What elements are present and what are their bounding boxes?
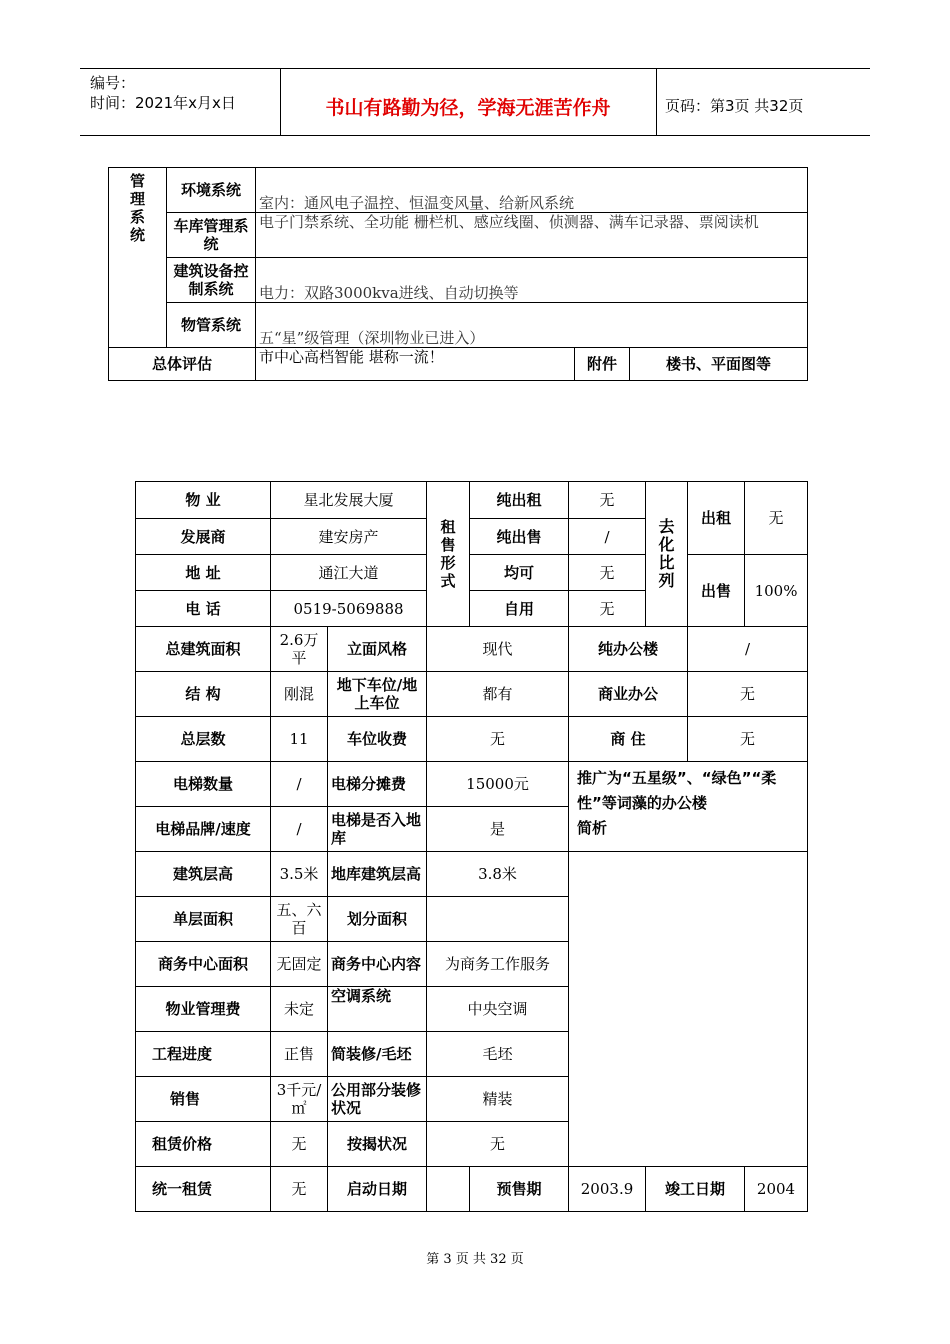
absorption-ratio-label: 去 化 比 列 xyxy=(646,482,688,627)
commercial-office-label: 商业办公 xyxy=(569,672,688,717)
elevator-count-label: 电梯数量 xyxy=(136,762,271,807)
promo-brief-label: 简析 xyxy=(577,819,608,837)
self-use-value: 无 xyxy=(569,591,646,627)
both-value: 无 xyxy=(569,555,646,591)
progress-value: 正售 xyxy=(271,1032,328,1077)
summary-label: 总体评估 xyxy=(109,348,256,381)
building-control-label: 建筑设备控制系统 xyxy=(167,258,256,303)
developer-value: 建安房产 xyxy=(271,519,427,555)
both-label: 均可 xyxy=(470,555,569,591)
header-number: 编号： xyxy=(90,74,136,92)
phone-label: 电 话 xyxy=(136,591,271,627)
basement-height-label: 地库建筑层高 xyxy=(328,852,427,897)
parking-value: 都有 xyxy=(427,672,569,717)
elevator-brand-label: 电梯品牌/速度 xyxy=(136,807,271,852)
elevator-basement-value: 是 xyxy=(427,807,569,852)
parking-fee-value: 无 xyxy=(427,717,569,762)
mgmt-group-label: 管 理 系 统 xyxy=(109,168,167,348)
floor-height-label: 建筑层高 xyxy=(136,852,271,897)
pure-sale-label: 纯出售 xyxy=(470,519,569,555)
address-label: 地 址 xyxy=(136,555,271,591)
header-divider-right xyxy=(656,68,657,135)
phone-value: 0519-5069888 xyxy=(271,591,427,627)
property-name-label: 物 业 xyxy=(136,482,271,519)
property-table xyxy=(135,481,808,1212)
public-decor-value: 精装 xyxy=(427,1077,569,1122)
biz-center-area-label: 商务中心面积 xyxy=(136,942,271,987)
facade-value: 现代 xyxy=(427,627,569,672)
promo-analysis xyxy=(569,762,808,852)
rent-ratio-label: 出租 xyxy=(688,482,745,555)
pure-sale-value: / xyxy=(569,519,646,555)
elevator-share-value: 15000元 xyxy=(427,762,569,807)
page-footer: 第 3 页 共 32 页 xyxy=(426,1252,524,1267)
garage-system-value: 电子门禁系统、全功能 栅栏机、感应线圈、侦测器、满车记录器、票阅读机 xyxy=(256,213,808,258)
elevator-share-label: 电梯分摊费 xyxy=(328,762,427,807)
header-motto: 书山有路勤为径，学海无涯苦作舟 xyxy=(325,97,611,119)
start-date-label: 启动日期 xyxy=(328,1167,427,1212)
progress-label: 工程进度 xyxy=(136,1032,271,1077)
completion-label: 竣工日期 xyxy=(646,1167,745,1212)
rent-price-value: 无 xyxy=(271,1122,328,1167)
mgmt-table xyxy=(108,167,808,381)
decoration-label: 简装修/毛坯 xyxy=(328,1032,427,1077)
elevator-basement-label: 电梯是否入地库 xyxy=(328,807,427,852)
header-top-rule xyxy=(80,68,870,69)
header-time: 时间：2021年x月x日 xyxy=(90,94,236,112)
elevator-brand-value: / xyxy=(271,807,328,852)
elevator-count-value: / xyxy=(271,762,328,807)
header-page-info: 页码：第3页 共32页 xyxy=(665,97,804,115)
commercial-office-value: 无 xyxy=(688,672,808,717)
parking-fee-label: 车位收费 xyxy=(328,717,427,762)
biz-center-content-label: 商务中心内容 xyxy=(328,942,427,987)
ac-system-label: 空调系统 xyxy=(328,987,427,1032)
summary-value: 市中心高档智能 堪称一流！ xyxy=(256,348,575,381)
rent-price-label: 租赁价格 xyxy=(136,1122,271,1167)
floor-height-value: 3.5米 xyxy=(271,852,328,897)
unified-lease-label: 统一租赁 xyxy=(136,1167,271,1212)
pure-rent-value: 无 xyxy=(569,482,646,519)
address-value: 通江大道 xyxy=(271,555,427,591)
garage-system-label: 车库管理系统 xyxy=(167,213,256,258)
developer-label: 发展商 xyxy=(136,519,271,555)
sale-ratio-value: 100% xyxy=(745,555,808,627)
pure-office-label: 纯办公楼 xyxy=(569,627,688,672)
mgmt-fee-label: 物业管理费 xyxy=(136,987,271,1032)
floor-area-label: 单层面积 xyxy=(136,897,271,942)
empty-block xyxy=(569,852,808,1167)
gfa-value: 2.6万平 xyxy=(271,627,328,672)
rent-ratio-value: 无 xyxy=(745,482,808,555)
pure-office-value: / xyxy=(688,627,808,672)
building-control-value: 电力：双路3000kva进线、自动切换等 xyxy=(256,258,808,303)
mortgage-value: 无 xyxy=(427,1122,569,1167)
header-divider-left xyxy=(280,68,281,135)
env-system-value: 室内：通风电子温控、恒温变风量、给新风系统 xyxy=(256,168,808,213)
presale-label: 预售期 xyxy=(470,1167,569,1212)
sale-ratio-label: 出售 xyxy=(688,555,745,627)
pure-rent-label: 纯出租 xyxy=(470,482,569,519)
self-use-label: 自用 xyxy=(470,591,569,627)
header-bottom-rule xyxy=(80,135,870,136)
parking-label: 地下车位/地上车位 xyxy=(328,672,427,717)
promo-text: 推广为“五星级”、“绿色”“柔性”等词藻的办公楼 xyxy=(577,769,777,812)
facade-label: 立面风格 xyxy=(328,627,427,672)
sale-price-value: 3千元/㎡ xyxy=(271,1077,328,1122)
structure-label: 结 构 xyxy=(136,672,271,717)
divide-area-value xyxy=(427,897,569,942)
total-floors-value: 11 xyxy=(271,717,328,762)
divide-area-label: 划分面积 xyxy=(328,897,427,942)
biz-center-content-value: 为商务工作服务 xyxy=(427,942,569,987)
presale-value: 2003.9 xyxy=(569,1167,646,1212)
attachment-value: 楼书、平面图等 xyxy=(630,348,808,381)
basement-height-value: 3.8米 xyxy=(427,852,569,897)
completion-value: 2004 xyxy=(745,1167,808,1212)
floor-area-value: 五、六百 xyxy=(271,897,328,942)
property-name-value: 星北发展大厦 xyxy=(271,482,427,519)
env-system-label: 环境系统 xyxy=(167,168,256,213)
property-mgmt-value: 五“星”级管理（深圳物业已进入） xyxy=(256,303,808,348)
residential-label: 商 住 xyxy=(569,717,688,762)
gfa-label: 总建筑面积 xyxy=(136,627,271,672)
biz-center-area-value: 无固定 xyxy=(271,942,328,987)
mortgage-label: 按揭状况 xyxy=(328,1122,427,1167)
residential-value: 无 xyxy=(688,717,808,762)
start-date-value xyxy=(427,1167,470,1212)
mgmt-fee-value: 未定 xyxy=(271,987,328,1032)
decoration-value: 毛坯 xyxy=(427,1032,569,1077)
ac-system-value: 中央空调 xyxy=(427,987,569,1032)
public-decor-label: 公用部分装修状况 xyxy=(328,1077,427,1122)
lease-form-label: 租 售 形 式 xyxy=(427,482,470,627)
unified-lease-value: 无 xyxy=(271,1167,328,1212)
structure-value: 刚混 xyxy=(271,672,328,717)
total-floors-label: 总层数 xyxy=(136,717,271,762)
attachment-label: 附件 xyxy=(575,348,630,381)
sale-price-label: 销售 xyxy=(136,1077,271,1122)
property-mgmt-label: 物管系统 xyxy=(167,303,256,348)
